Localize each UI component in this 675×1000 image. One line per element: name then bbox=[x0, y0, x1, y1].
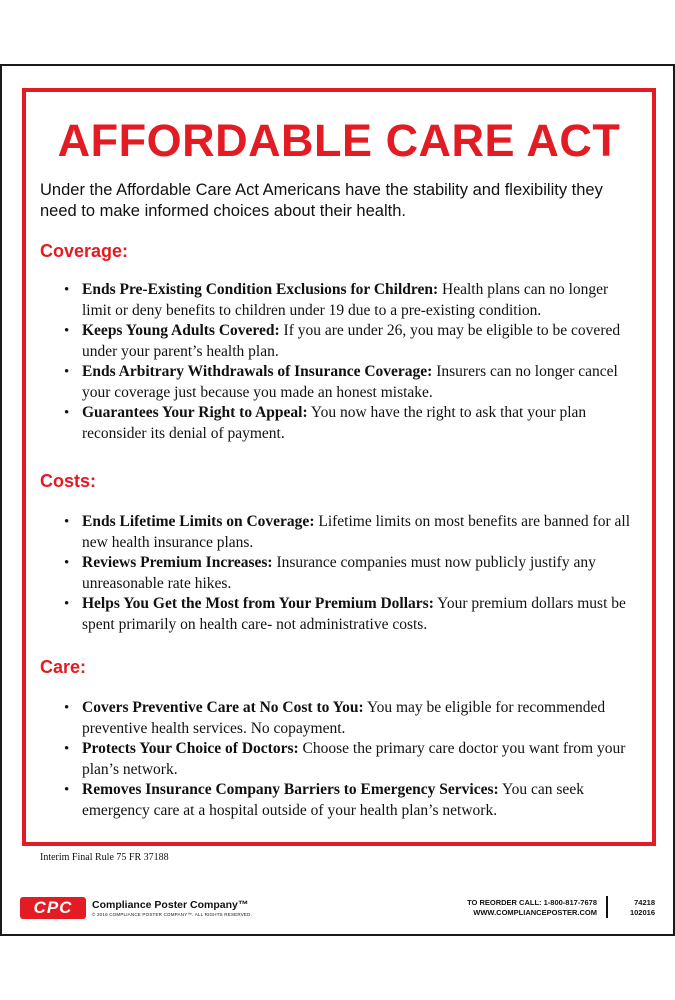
item-text: You may be eligible for recommended preventive health services. No copayment. bbox=[82, 699, 606, 737]
item-title: Ends Arbitrary Withdrawals of Insurance Coverage: bbox=[82, 363, 433, 380]
bullet-icon: • bbox=[64, 741, 70, 757]
item-text: Choose the primary care doctor you want from your plan’s network. bbox=[82, 740, 626, 778]
bullet-icon: • bbox=[64, 514, 70, 530]
coverage-list bbox=[62, 280, 636, 444]
item-title: Protects Your Choice of Doctors: bbox=[82, 740, 299, 757]
cpc-logo: CPC bbox=[20, 897, 86, 919]
item-text: You can seek emergency care at a hospital outside of your health plan’s network. bbox=[82, 781, 584, 819]
item-title: Reviews Premium Increases: bbox=[82, 554, 273, 571]
bullet-icon: • bbox=[64, 282, 70, 298]
list-item bbox=[62, 594, 636, 635]
list-item bbox=[62, 512, 636, 553]
item-text: Insurers can no longer cancel your coverage just because you made an honest mistake. bbox=[82, 363, 618, 401]
bullet-icon: • bbox=[64, 700, 70, 716]
item-text: Insurance companies must now publicly justify any unreasonable rate hikes. bbox=[82, 554, 596, 592]
website-link: WWW.COMPLIANCEPOSTER.COM bbox=[473, 908, 597, 917]
bullet-icon: • bbox=[64, 782, 70, 798]
section-heading-costs: Costs: bbox=[40, 471, 97, 491]
bullet-icon: • bbox=[64, 596, 70, 612]
section-heading-coverage: Coverage: bbox=[40, 241, 129, 261]
item-title: Guarantees Your Right to Appeal: bbox=[82, 404, 308, 421]
list-item bbox=[62, 403, 636, 444]
intro-paragraph: Under the Affordable Care Act Americans have the stability and flexibility they need to make informed choices about their health. bbox=[40, 181, 603, 220]
list-item bbox=[62, 780, 636, 821]
date-code: 102016 bbox=[629, 908, 655, 917]
item-title: Keeps Young Adults Covered: bbox=[82, 322, 280, 339]
reorder-info bbox=[467, 898, 597, 918]
list-item bbox=[62, 280, 636, 321]
item-text: If you are under 26, you may be eligible to be covered under your parent’s health plan. bbox=[82, 322, 621, 360]
list-item bbox=[62, 739, 636, 780]
poster-content-frame bbox=[22, 88, 656, 846]
footer-divider bbox=[606, 896, 608, 918]
reorder-phone: TO REORDER CALL: 1-800-817-7678 bbox=[467, 898, 597, 907]
poster bbox=[0, 64, 675, 936]
bullet-icon: • bbox=[64, 364, 70, 380]
item-title: Ends Pre-Existing Condition Exclusions for Children: bbox=[82, 281, 439, 298]
item-title: Helps You Get the Most from Your Premium Dollars: bbox=[82, 595, 434, 612]
list-item bbox=[62, 362, 636, 403]
product-code: 74218 bbox=[634, 898, 655, 907]
item-title: Ends Lifetime Limits on Coverage: bbox=[82, 513, 315, 530]
bullet-icon: • bbox=[64, 405, 70, 421]
item-title: Removes Insurance Company Barriers to Emergency Services: bbox=[82, 781, 499, 798]
list-item bbox=[62, 553, 636, 594]
list-item bbox=[62, 321, 636, 362]
item-text: Health plans can no longer limit or deny benefits to children under 19 due to a pre-existing condition. bbox=[82, 281, 609, 319]
list-item bbox=[62, 698, 636, 739]
copyright-notice: © 2016 COMPLIANCE POSTER COMPANY™. ALL RIGHTS RESERVED. bbox=[92, 912, 253, 917]
costs-list bbox=[62, 512, 636, 635]
page-title: AFFORDABLE CARE ACT bbox=[57, 115, 621, 166]
care-list bbox=[62, 698, 636, 821]
item-text: Lifetime limits on most benefits are banned for all new health insurance plans. bbox=[82, 513, 630, 551]
bullet-icon: • bbox=[64, 323, 70, 339]
product-codes bbox=[630, 898, 655, 918]
item-text: Your premium dollars must be spent primarily on health care- not administrative costs. bbox=[82, 595, 626, 633]
company-name: Compliance Poster Company™ bbox=[92, 899, 249, 911]
rule-reference: Interim Final Rule 75 FR 37188 bbox=[40, 852, 169, 863]
item-title: Covers Preventive Care at No Cost to You: bbox=[82, 699, 364, 716]
section-heading-care: Care: bbox=[40, 657, 87, 677]
item-text: You now have the right to ask that your plan reconsider its denial of payment. bbox=[82, 404, 587, 442]
bullet-icon: • bbox=[64, 555, 70, 571]
